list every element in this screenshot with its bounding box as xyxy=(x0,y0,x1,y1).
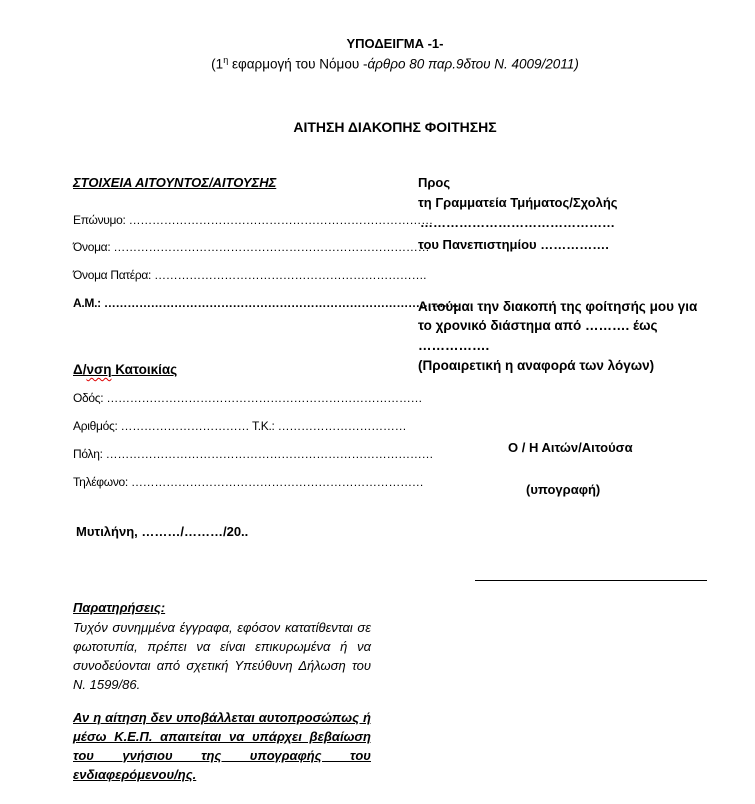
notes-body: Τυχόν συνημμένα έγγραφα, εφόσον κατατίθενται σε φωτοτυπία, πρέπει να είναι επικυρωμένα ή να συνοδεύονται από σχετική Υπεύθυνη Δήλωση του Ν. 1599/86. xyxy=(73,620,371,692)
law-superscript: η xyxy=(223,55,229,65)
city-field[interactable]: Πόλη: ………………………………………………………………………… xyxy=(73,447,434,461)
surname-field[interactable]: Επώνυμο: …………………………………………………………………… xyxy=(73,213,433,227)
applicant-signature-title: Ο / Η Αιτών/Αιτούσα xyxy=(508,440,633,455)
street-field[interactable]: Οδός: ……………………………………………………………………… xyxy=(73,391,423,405)
address-heading xyxy=(73,362,177,377)
address-heading-suffix: Κατοικίας xyxy=(111,362,178,377)
first-name-field[interactable]: Όνομα: ……………………………………………………………………… xyxy=(73,240,430,254)
university-field[interactable]: του Πανεπιστημίου ……………. xyxy=(418,237,609,252)
request-line-2[interactable]: το χρονικό διάστημα από ………. έως xyxy=(418,318,658,333)
law-article: άρθρο 80 παρ.9δτου Ν. 4009/2011) xyxy=(367,56,579,72)
notes-warning: Αν η αίτηση δεν υποβάλλεται αυτοπροσώπως ή μέσω Κ.Ε.Π. απαιτείται να υπάρχει βεβαίωση του γνήσιου της υπογραφής του ενδιαφερόμενου/ης. xyxy=(73,710,371,782)
law-middle: εφαρμογή του Νόμου - xyxy=(228,56,368,72)
applicant-heading: ΣΤΟΙΧΕΙΑ ΑΙΤΟΥΝΤΟΣ/ΑΙΤΟΥΣΗΣ xyxy=(73,175,277,190)
model-number: ΥΠΟΔΕΙΓΜΑ -1- xyxy=(346,36,444,51)
request-line-3[interactable]: ……………. xyxy=(418,338,490,353)
address-heading-spellcheck: νση xyxy=(86,362,112,377)
notes-heading: Παρατηρήσεις: xyxy=(73,600,166,615)
signature-label: (υπογραφή) xyxy=(526,482,601,497)
document-title: ΑΙΤΗΣΗ ΔΙΑΚΟΠΗΣ ΦΟΙΤΗΣΗΣ xyxy=(293,119,497,135)
law-prefix: (1 xyxy=(211,56,224,72)
registration-number-field[interactable]: Α.Μ.: …………………………………………………………………………….. .. xyxy=(73,296,459,310)
department-field[interactable]: ……………………………………… xyxy=(420,215,615,230)
recipient-secretariat: τη Γραμματεία Τμήματος/Σχολής xyxy=(418,195,618,210)
law-application-line xyxy=(0,55,755,72)
number-postcode-field[interactable]: Αριθμός: …………………………… Τ.Κ.: …………………………… xyxy=(73,419,407,433)
request-optional-note: (Προαιρετική η αναφορά των λόγων) xyxy=(418,358,655,373)
date-line[interactable]: Μυτιλήνη, ………/………/20.. xyxy=(76,524,249,539)
request-line-1: Αιτούμαι την διακοπή της φοίτησής μου για xyxy=(418,299,698,314)
signature-line[interactable] xyxy=(475,580,707,581)
phone-field[interactable]: Τηλέφωνο: ………………………………………………………………… xyxy=(73,475,424,489)
father-name-field[interactable]: Όνομα Πατέρα: ……………………………………………………………. xyxy=(73,268,427,282)
recipient-to: Προς xyxy=(418,175,451,190)
address-heading-prefix: Δ/ xyxy=(73,362,87,377)
